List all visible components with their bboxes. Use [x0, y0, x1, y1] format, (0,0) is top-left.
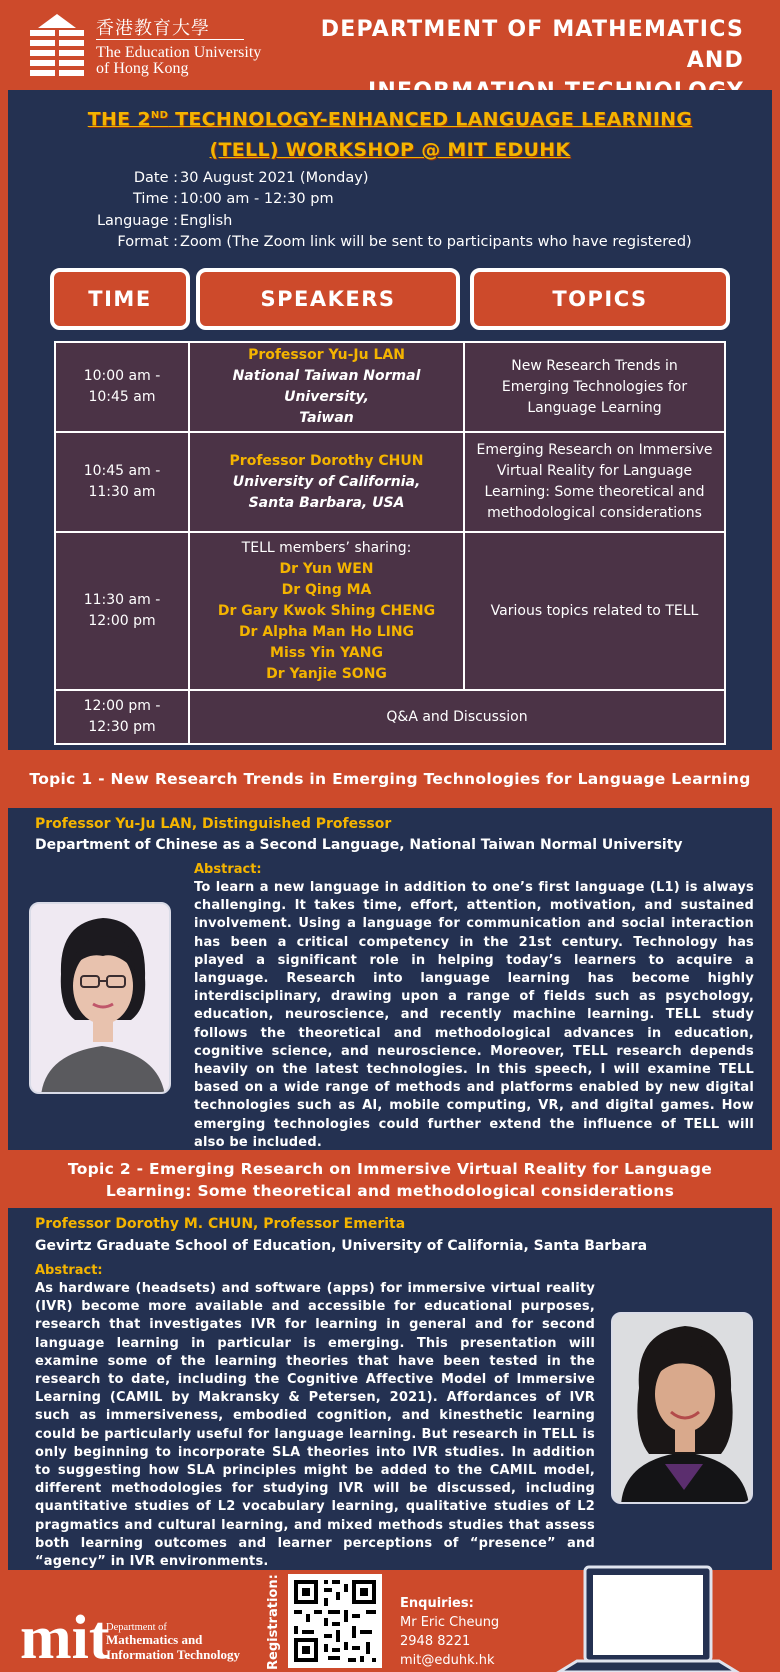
department-title-line1: DEPARTMENT OF MATHEMATICS AND	[320, 17, 744, 73]
logo-english-line2: of Hong Kong	[96, 60, 189, 77]
speaker-cell	[189, 432, 464, 532]
topic-line: Q&A and Discussion	[386, 708, 528, 725]
column-header-speakers: SPEAKERS	[196, 268, 460, 330]
topic1-abstract: To learn a new language in addition to one’s first language (L1) is always challenging. It takes time, effort, attention, motivation, and sustained involvement. Using a language for communication and social interaction has been a critical competency in the 21st century. Technology has played a significant role in helping today’s learners to acquire a language. Research into language learning has become highly interdisciplinary, drawing upon a range of fields such as psychology, education, neuroscience, and recently machine learning. TELL study follows the theoretical and methodological advances in education, cognitive science, and neuroscience. Moreover, TELL research depends heavily on the latest technologies. In this speech, I will examine TELL based on a wide range of methods and platforms enabled by new digital technologies such as AI, mobile computing, VR, and digital games. How emerging technologies could further extend the influence of TELL will also be included.	[194, 880, 754, 1150]
speaker-affiliation: Santa Barbara, USA	[248, 494, 405, 511]
topic-line: Language Learning	[527, 399, 662, 416]
sharing-label: TELL members’ sharing:	[241, 539, 412, 556]
time-cell	[55, 532, 189, 690]
contact-phone[interactable]: 2948 8221	[400, 1634, 471, 1649]
topic-line: Emerging Technologies for	[501, 378, 688, 395]
member-name: Dr Yanjie SONG	[266, 665, 387, 682]
schedule-table	[54, 341, 726, 745]
info-row-format	[68, 232, 692, 253]
time-cell	[55, 432, 189, 532]
portrait-icon	[613, 1314, 753, 1504]
info-label: Time :	[133, 191, 178, 208]
time-start: 10:00 am -	[83, 368, 161, 384]
time-end: 10:45 am	[88, 389, 156, 405]
speaker-name: Professor Yu-Ju LAN	[248, 347, 405, 363]
info-label: Date :	[133, 170, 178, 186]
topic-line: methodological considerations	[487, 505, 702, 521]
info-row-language	[68, 211, 692, 232]
registration-label	[262, 1574, 282, 1672]
mit-logo-mark	[20, 1600, 250, 1668]
info-row-time	[68, 189, 692, 210]
registration-qr-code[interactable]	[288, 1574, 382, 1668]
topic-cell	[464, 532, 725, 690]
topic-line: New Research Trends in	[511, 357, 678, 374]
enquiries-block	[400, 1594, 499, 1670]
mit-dept-line2: Mathematics and	[106, 1632, 203, 1647]
time-cell	[55, 342, 189, 432]
topic1-heading: Topic 1 - New Research Trends in Emerging Technologies for Language Learning	[29, 770, 751, 788]
qr-code-icon	[288, 1574, 382, 1668]
mit-logo-letters: mit	[20, 1604, 110, 1668]
time-start: 12:00 pm -	[83, 698, 161, 714]
column-header-time: TIME	[50, 268, 190, 330]
info-value: English	[180, 212, 233, 229]
workshop-title-line2: (TELL) WORKSHOP @ MIT EDUHK	[209, 139, 571, 162]
info-label: Format :	[117, 233, 178, 250]
speaker-name: Professor Dorothy CHUN	[229, 452, 424, 469]
logo-english-line1: The Education University	[96, 44, 262, 61]
topic-line: Learning: Some theoretical and	[484, 484, 705, 500]
title-part: TECHNOLOGY-ENHANCED LANGUAGE LEARNING	[168, 108, 693, 131]
topic-line: Virtual Reality for Language	[496, 463, 693, 479]
mit-dept-line3: Information Technology	[106, 1647, 240, 1662]
time-end: 11:30 am	[88, 484, 156, 500]
info-value: 30 August 2021 (Monday)	[180, 170, 369, 186]
topic2-speaker: Professor Dorothy M. CHUN, Professor Emerita	[35, 1216, 406, 1232]
member-name: Miss Yin YANG	[270, 644, 383, 661]
speaker-cell	[189, 342, 464, 432]
topic2-abstract: As hardware (headsets) and software (apps) for immersive virtual reality (IVR) become more available and accessible for educational purposes, research that investigates IVR for learning in general and for second language learning in particular is emerging. This presentation will examine some of the learning theories that have been tested in the research to date, including the Cognitive Affective Model of Immersive Learning (CAMIL by Makransky & Petersen, 2021). Affordances of IVR such as immersiveness, embodied cognition, and kinesthetic learning could be particularly useful for language learning. But research in TELL is only beginning to incorporate SLA theories into IVR studies. In addition to suggesting how SLA principles might be added to the CAMIL model, different methodologies for studying IVR will be discussed, including quantitative studies of L2 vocabulary learning, qualitative studies of L2 pragmatics and cultural learning, and mixed methods studies that assess both learning outcomes and learner perceptions of “presence” and “agency” in IVR environments.	[35, 1281, 595, 1570]
member-name: Dr Alpha Man Ho LING	[238, 623, 415, 640]
time-start: 11:30 am -	[83, 592, 161, 608]
member-name: Dr Qing MA	[281, 581, 372, 598]
topic-cell	[464, 342, 725, 432]
time-end: 12:30 pm	[88, 719, 156, 735]
topic2-heading-line1: Topic 2 - Emerging Research on Immersive Virtual Reality for Language	[67, 1160, 713, 1178]
eduhk-logo[interactable]	[28, 12, 268, 82]
registration-label-text: Registration:	[266, 1574, 281, 1670]
workshop-info	[68, 168, 692, 253]
title-ordinal: ND	[150, 110, 169, 121]
time-cell	[55, 690, 189, 744]
speaker-affiliation: National Taiwan Normal University,	[232, 368, 421, 405]
topic1-panel	[8, 808, 772, 1150]
title-part: THE 2	[87, 108, 151, 131]
page-header	[0, 0, 780, 88]
topic1-speaker: Professor Yu-Ju LAN, Distinguished Professor	[35, 816, 392, 832]
logo-chinese-name: 香港教育大學	[96, 20, 244, 40]
table-row	[55, 342, 725, 432]
speaker-affiliation: Taiwan	[299, 410, 354, 426]
time-end: 12:00 pm	[88, 613, 156, 629]
info-value: Zoom (The Zoom link will be sent to participants who have registered)	[180, 233, 692, 250]
table-row	[55, 690, 725, 744]
speaker-affiliation: University of California,	[232, 473, 421, 490]
mit-dept-line1: Department of	[106, 1622, 167, 1633]
column-header-topics: TOPICS	[470, 268, 730, 330]
eduhk-emblem-icon	[28, 12, 86, 80]
speaker-cell	[189, 532, 464, 690]
workshop-panel	[8, 90, 772, 750]
topic-cell	[464, 432, 725, 532]
workshop-title	[8, 100, 772, 166]
topic2-abstract-label: Abstract:	[35, 1263, 103, 1278]
info-row-date	[68, 168, 692, 189]
time-start: 10:45 am -	[83, 463, 161, 479]
info-label: Language :	[96, 212, 178, 229]
speaker-photo-lan	[29, 902, 171, 1094]
contact-name: Mr Eric Cheung	[400, 1615, 500, 1630]
topic1-department: Department of Chinese as a Second Language, National Taiwan Normal University	[35, 837, 683, 853]
mit-logo[interactable]	[20, 1600, 250, 1668]
member-name: Dr Yun WEN	[279, 560, 374, 577]
member-name: Dr Gary Kwok Shing CHENG	[217, 602, 436, 619]
topic2-department: Gevirtz Graduate School of Education, University of California, Santa Barbara	[35, 1238, 648, 1254]
topic-line: Emerging Research on Immersive	[476, 442, 713, 458]
portrait-icon	[31, 904, 171, 1094]
workshop-title-line1	[8, 100, 772, 135]
speaker-photo-chun	[611, 1312, 753, 1504]
contact-email[interactable]: mit@eduhk.hk	[400, 1653, 495, 1668]
topic2-panel	[8, 1208, 772, 1570]
topic2-heading-line2: Learning: Some theoretical and methodological considerations	[105, 1182, 675, 1200]
info-value: 10:00 am - 12:30 pm	[180, 191, 334, 208]
topic2-heading	[0, 1158, 780, 1202]
table-row	[55, 532, 725, 690]
topic-cell	[189, 690, 725, 744]
topic-line: Various topics related to TELL	[490, 602, 699, 619]
table-row	[55, 432, 725, 532]
eduhk-logo-text	[96, 20, 261, 77]
laptop-icon	[555, 1564, 741, 1672]
enquiries-label: Enquiries:	[400, 1596, 474, 1611]
topic1-abstract-label: Abstract:	[194, 862, 262, 877]
